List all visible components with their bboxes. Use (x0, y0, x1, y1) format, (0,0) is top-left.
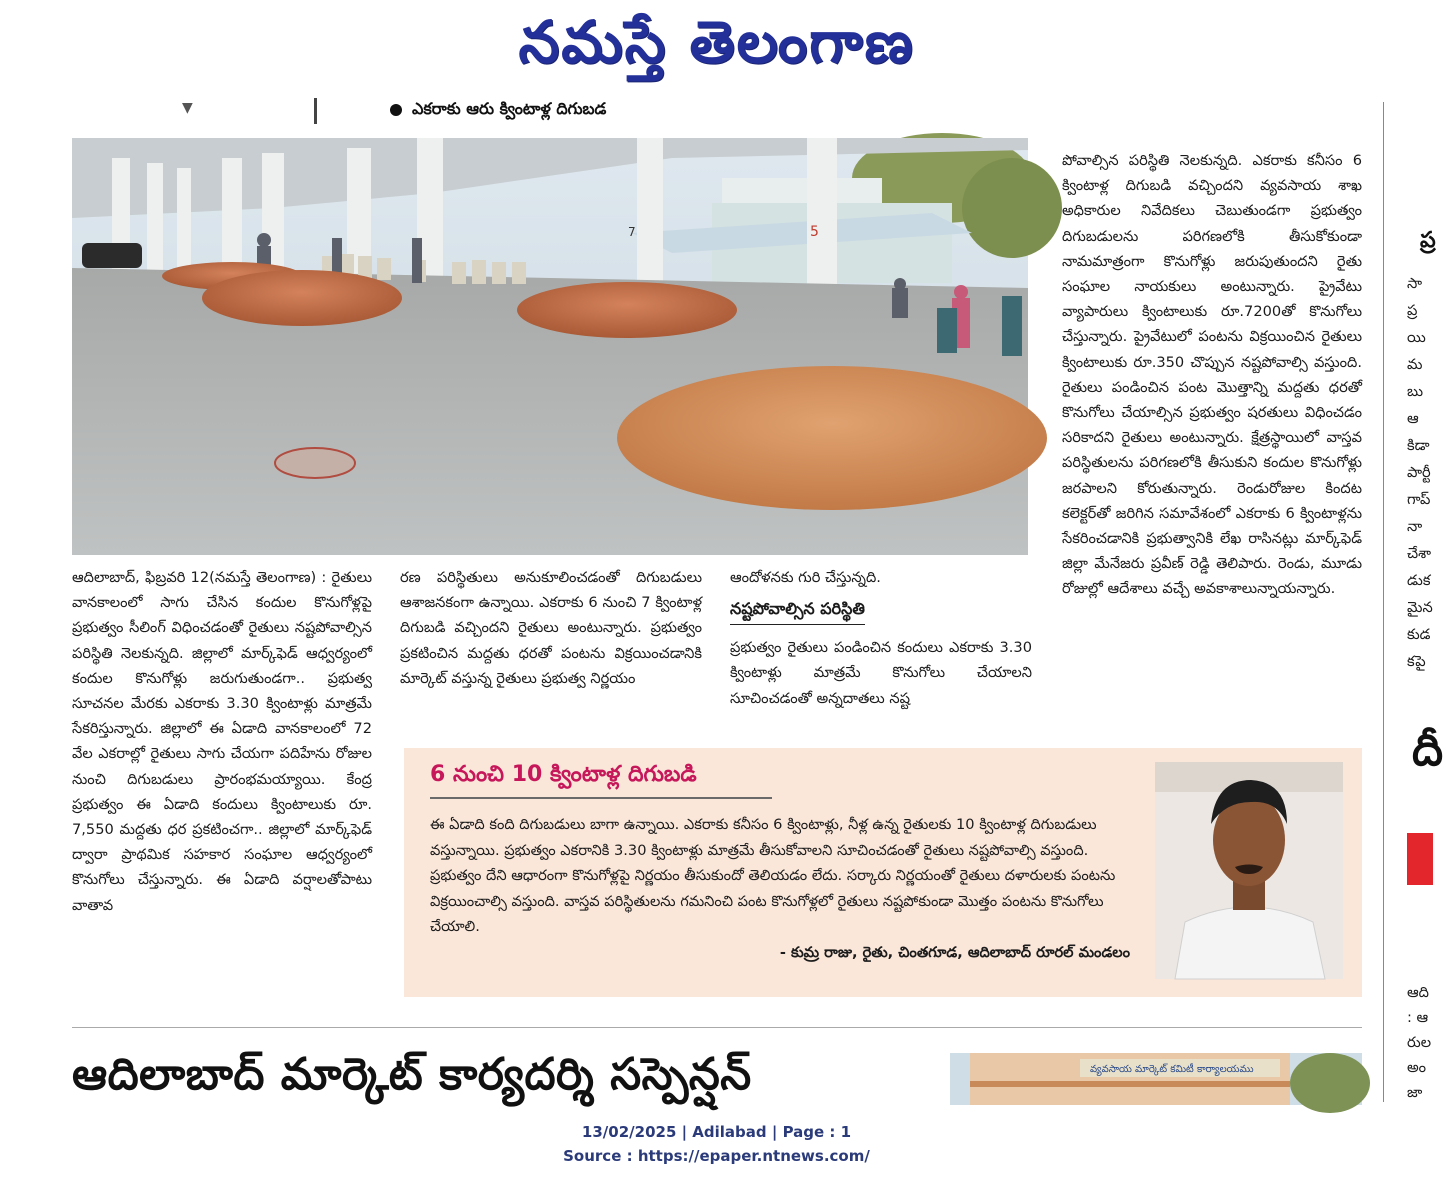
fragment-line: మైన (1407, 599, 1433, 616)
red-banner-fragment (1407, 833, 1433, 885)
farmer-portrait-photo (1155, 762, 1343, 979)
article-paragraph: ప్రభుత్వం రైతులు పండించిన కందులు ఎకరాకు 3.30 క్వింటాళ్లు మాత్రమే కొనుగోలు చేయాలని సూచించడంతో అన్నదాతలు నష్ట (730, 639, 1032, 707)
fragment-line: నా (1407, 518, 1423, 535)
fragment-line: జా (1407, 1084, 1423, 1101)
fragment-line: రుల (1407, 1034, 1432, 1051)
office-signboard: వ్యవసాయ మార్కెట్ కమిటీ కార్యాలయము (1090, 1064, 1254, 1075)
footer-source-line: Source : https://epaper.ntnews.com/ (563, 1147, 870, 1165)
pillar-number-label: 5 (810, 224, 819, 240)
fragment-line: సా (1407, 275, 1423, 292)
fragment-line: కుడ (1407, 626, 1431, 643)
fragment-line: గాప్ (1407, 491, 1431, 508)
fragment-line: ఆది (1407, 984, 1429, 1001)
fragment-line: కిడా (1407, 437, 1430, 454)
adjacent-article-column-2 (1407, 980, 1433, 1105)
article-column-1 (72, 565, 372, 918)
article-paragraph: పోవాల్సిన పరిస్థితి నెలకున్నది. ఎకరాకు కనీసం 6 క్వింటాళ్ల దిగుబడి వచ్చిందని వ్యవసాయ శాఖ అధికారుల నివేదికలు చెబుతుండగా ప్రభుత్వం దిగుబడులను పరిగణలోకి తీసుకోకుండా నామమాత్రంగా కొనుగోళ్లు జరుపుతుందని రైతు సంఘాల నాయకులు అంటున్నారు. ప్రైవేటు వ్యాపారులు క్వింటాలుకు రూ.7200తో కొనుగోలు చేస్తున్నారు. ప్రైవేటులో పంటను విక్రయించిన రైతులు క్వింటాలుకు రూ.350 చొప్పున నష్టపోవాల్సి వస్తుంది. రైతులు పండించిన పంట మొత్తాన్ని మద్దతు ధరతో కొనుగోలు చేయాల్సిన ప్రభుత్వం షరతులు విధించడం సరికాదని రైతులు అంటున్నారు. క్షేత్రస్థాయిలో వాస్తవ పరిస్థితులను పరిగణలోకి తీసుకుని కందుల కొనుగోళ్లు జరపాలని కోరుతున్నారు. రెండురోజుల కిందట కలెక్టర్‌తో జరిగిన సమావేశంలో ఎకరాకు 6 క్వింటాళ్లను సేకరించడానికి ప్రభుత్వానికి లేఖ రాసినట్లు మార్క్‌ఫెడ్ జిల్లా మేనేజరు ప్రవీణ్ రెడ్డి తెలిపారు. రెండు, మూడు రోజుల్లో ఆదేశాలు వచ్చే అవకాశాలున్నాయన్నారు. (1062, 152, 1362, 598)
section-divider (72, 1027, 1362, 1028)
page-footer (0, 1120, 1433, 1168)
fragment-line: బు (1407, 383, 1423, 400)
quote-text: ఈ ఏడాది కంది దిగుబడులు బాగా ఉన్నాయి. ఎకరాకు కనీసం 6 క్వింటాళ్లు, నీళ్ల ఉన్న రైతులకు 10 క్వింటాళ్ల దిగుబడులు వస్తున్నాయి. ప్రభుత్వం ఎకరానికి 3.30 క్వింటాళ్లు మాత్రమే తీసుకోవాలని సూచించడంతో రైతులు నష్టపోవాల్సి వస్తుంది. ప్రభుత్వం దేని ఆధారంగా కొనుగోళ్లపై నిర్ణయం తీసుకుందో తెలియడం లేదు. సర్కారు నిర్ణయంతో రైతులు దళారులకు పంటను విక్రయించాల్సి వస్తుంది. వాస్తవ పరిస్థితులను గమనించి పంట కొనుగోళ్లలో రైతులు నష్టపోకుండా మొత్తం పంటను కొనుగోలు చేయాలి. (430, 816, 1116, 936)
quote-headline-rule (430, 797, 772, 799)
fragment-line: ప్ర (1407, 302, 1418, 319)
quote-attribution: - కుమ్ర రాజు, రైతు, చింతగూడ, ఆదిలాబాద్ రూరల్ మండలం (779, 943, 1130, 961)
market-office-photo (950, 1053, 1362, 1105)
newspaper-masthead: నమస్తే తెలంగాణ (518, 8, 915, 76)
fragment-line: పార్టీ (1407, 464, 1431, 481)
market-yard-photo (72, 138, 1028, 555)
kicker-text: ఎకరాకు ఆరు క్వింటాళ్ల దిగుబడ (412, 99, 607, 118)
fragment-line: : ఆ (1407, 1009, 1429, 1026)
sub-heading: నష్టపోవాల్సిన పరిస్థితి (730, 596, 865, 625)
article-paragraph: రణ పరిస్థితులు అనుకూలించడంతో దిగుబడులు ఆశాజనకంగా ఉన్నాయి. ఎకరాకు 6 నుంచి 7 క్వింటాళ్ల దిగుబడి వచ్చిందని రైతులు అంటున్నారు. ప్రభుత్వం ప్రకటించిన మద్దతు ధరతో పంటను విక్రయించడానికి మార్కెట్ వస్తున్న రైతులు ప్రభుత్వ నిర్ణయం (400, 569, 702, 687)
article-column-4 (1062, 148, 1362, 602)
fragment-line: యి (1407, 329, 1426, 346)
article-paragraph: ఆందోళనకు గురి చేస్తున్నది. (730, 569, 881, 586)
footer-edition-line: 13/02/2025 | Adilabad | Page : 1 (581, 1123, 852, 1141)
article-paragraph: ఆదిలాబాద్, ఫిబ్రవరి 12(నమస్తే తెలంగాణ) : రైతులు వానకాలంలో సాగు చేసిన కందుల కొనుగోళ్లపై ప్రభుత్వం సీలింగ్ విధించడంతో రైతులు నష్టపోవాల్సిన పరిస్థితి నెలకున్నది. జిల్లాలో మార్క్‌ఫెడ్ ఆధ్వర్యంలో కందుల కొనుగోళ్లు జరుగుతుండగా.. ప్రభుత్వ సూచనల మేరకు ఎకరాకు 3.30 క్వింటాళ్లు మాత్రమే సేకరిస్తున్నారు. జిల్లాలో ఈ ఏడాది వానకాలంలో 72 వేల ఎకరాల్లో రైతులు సాగు చేయగా పదిహేను రోజుల నుంచి దిగుబడులు ప్రారంభమయ్యాయి. కేంద్ర ప్రభుత్వం ఈ ఏడాది కందులు క్వింటాలుకు రూ. 7,550 మద్దతు ధర ప్రకటించగా.. జిల్లాలో మార్క్‌ఫెడ్ ద్వారా ప్రాథమిక సహకార సంఘాల ఆధ్వర్యంలో కొనుగోలు చేస్తున్నారు. ఈ ఏడాది వర్షాలతోపాటు వాతావ (72, 569, 372, 914)
article-column-3 (730, 565, 1032, 711)
column-rule (1383, 102, 1384, 1102)
pillar-number-label-2: 7 (628, 225, 636, 239)
adjacent-headline-fragment: దీ (1412, 725, 1443, 776)
fragment-line: ఆ (1407, 410, 1419, 427)
column-divider (314, 98, 317, 124)
article-kicker (390, 97, 606, 121)
fragment-line: మ (1407, 356, 1423, 373)
bullet-icon (390, 104, 402, 116)
adjacent-article-column (1407, 270, 1433, 675)
article-column-2 (400, 565, 702, 691)
secondary-headline: ఆదిలాబాద్ మార్కెట్ కార్యదర్శి సస్పెన్షన్ (72, 1049, 752, 1100)
down-triangle-icon: ▼ (182, 100, 193, 116)
adjacent-article-fragment: ప్ర (1420, 228, 1436, 253)
quote-headline: 6 నుంచి 10 క్వింటాళ్ల దిగుబడి (430, 762, 697, 787)
fragment-line: అం (1407, 1059, 1427, 1076)
fragment-line: కపై (1407, 653, 1426, 670)
quote-text-block (430, 812, 1130, 966)
fragment-line: డుక (1407, 572, 1431, 589)
fragment-line: చేశా (1407, 545, 1431, 562)
